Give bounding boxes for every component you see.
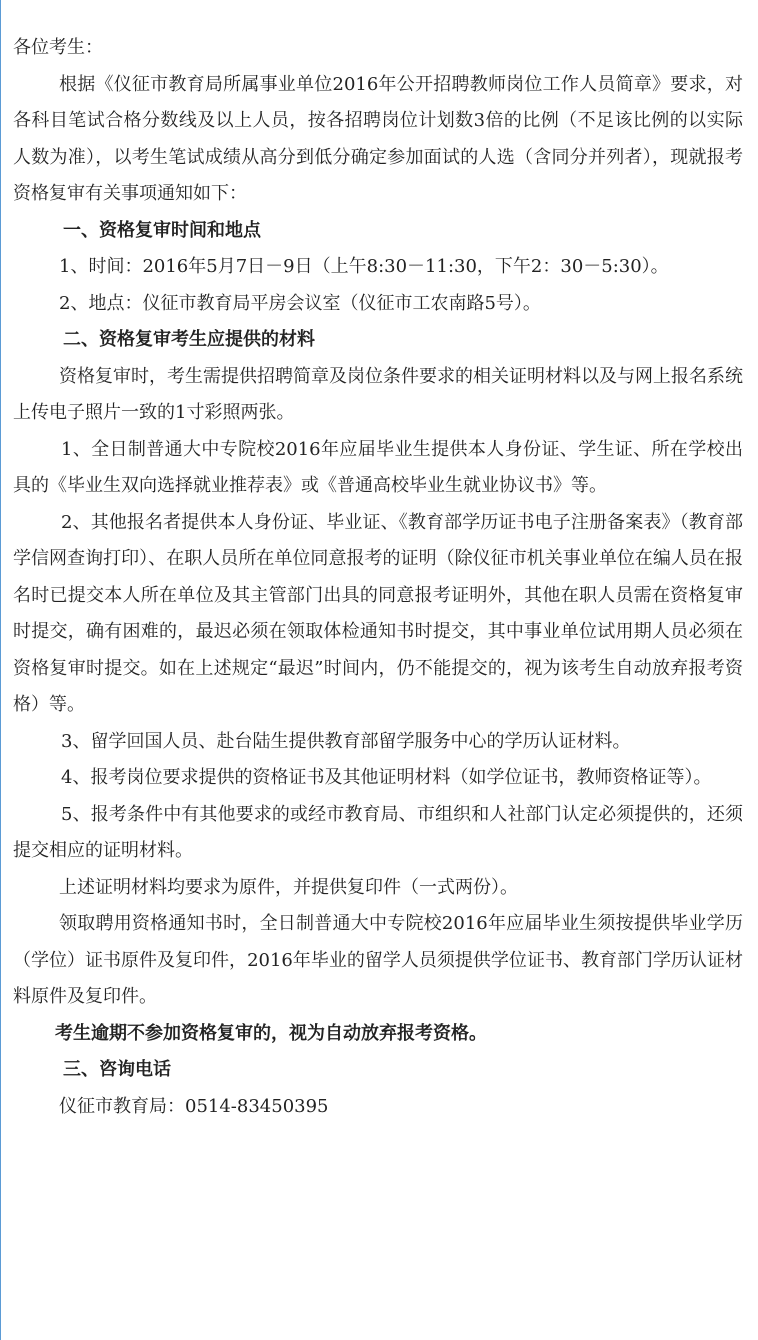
review-place: 2、地点：仪征市教育局平房会议室（仪征市工农南路5号）。 (59, 292, 541, 314)
notice-document (13, 30, 743, 1125)
employment-note: 领取聘用资格通知书时，全日制普通大中专院校2016年应届毕业生须按提供毕业学历（学位）证书原件及复印件，2016年毕业的留学人员须提供学位证书、教育部门学历认证材料原件及复印件。 (13, 913, 743, 1007)
warning-note: 考生逾期不参加资格复审的，视为自动放弃报考资格。 (55, 1022, 487, 1044)
consult-phone: 仪征市教育局：0514-83450395 (59, 1095, 329, 1117)
section-2-heading: 二、资格复审考生应提供的材料 (63, 329, 315, 350)
material-item-3: 3、留学回国人员、赴台陆生提供教育部留学服务中心的学历认证材料。 (61, 730, 631, 752)
material-item-5: 5、报考条件中有其他要求的或经市教育局、市组织和人社部门认定必须提供的，还须提交相应的证明材料。 (13, 803, 743, 861)
materials-intro: 资格复审时，考生需提供招聘简章及岗位条件要求的相关证明材料以及与网上报名系统上传电子照片一致的1寸彩照两张。 (13, 365, 743, 423)
greeting: 各位考生： (13, 37, 103, 58)
material-item-1: 1、全日制普通大中专院校2016年应届毕业生提供本人身份证、学生证、所在学校出具的《毕业生双向选择就业推荐表》或《普通高校毕业生就业协议书》等。 (13, 438, 743, 496)
originals-note: 上述证明材料均要求为原件，并提供复印件（一式两份）。 (59, 876, 518, 898)
material-item-2: 2、其他报名者提供本人身份证、毕业证、《教育部学历证书电子注册备案表》（教育部学信网查询打印）、在职人员所在单位同意报考的证明（除仪征市机关事业单位在编人员在报名时已提交本人所在单位及其主管部门出具的同意报考证明外，其他在职人员需在资格复审时提交，确有困难的，最迟必须在领取体检通知书时提交，其中事业单位试用期人员必须在资格复审时提交。如在上述规定“最迟”时间内，仍不能提交的，视为该考生自动放弃报考资格）等。 (13, 511, 743, 715)
section-3-heading: 三、咨询电话 (63, 1059, 171, 1080)
material-item-4: 4、报考岗位要求提供的资格证书及其他证明材料（如学位证书，教师资格证等）。 (61, 767, 712, 788)
review-time: 1、时间：2016年5月7日－9日（上午8:30－11:30，下午2：30－5:30）。 (59, 256, 669, 277)
intro-paragraph: 根据《仪征市教育局所属事业单位2016年公开招聘教师岗位工作人员简章》要求，对各科目笔试合格分数线及以上人员，按各招聘岗位计划数3倍的比例（不足该比例的以实际人数为准），以考生笔试成绩从高分到低分确定参加面试的人选（含同分并列者），现就报考资格复审有关事项通知如下： (13, 73, 743, 204)
section-1-heading: 一、资格复审时间和地点 (63, 219, 261, 241)
